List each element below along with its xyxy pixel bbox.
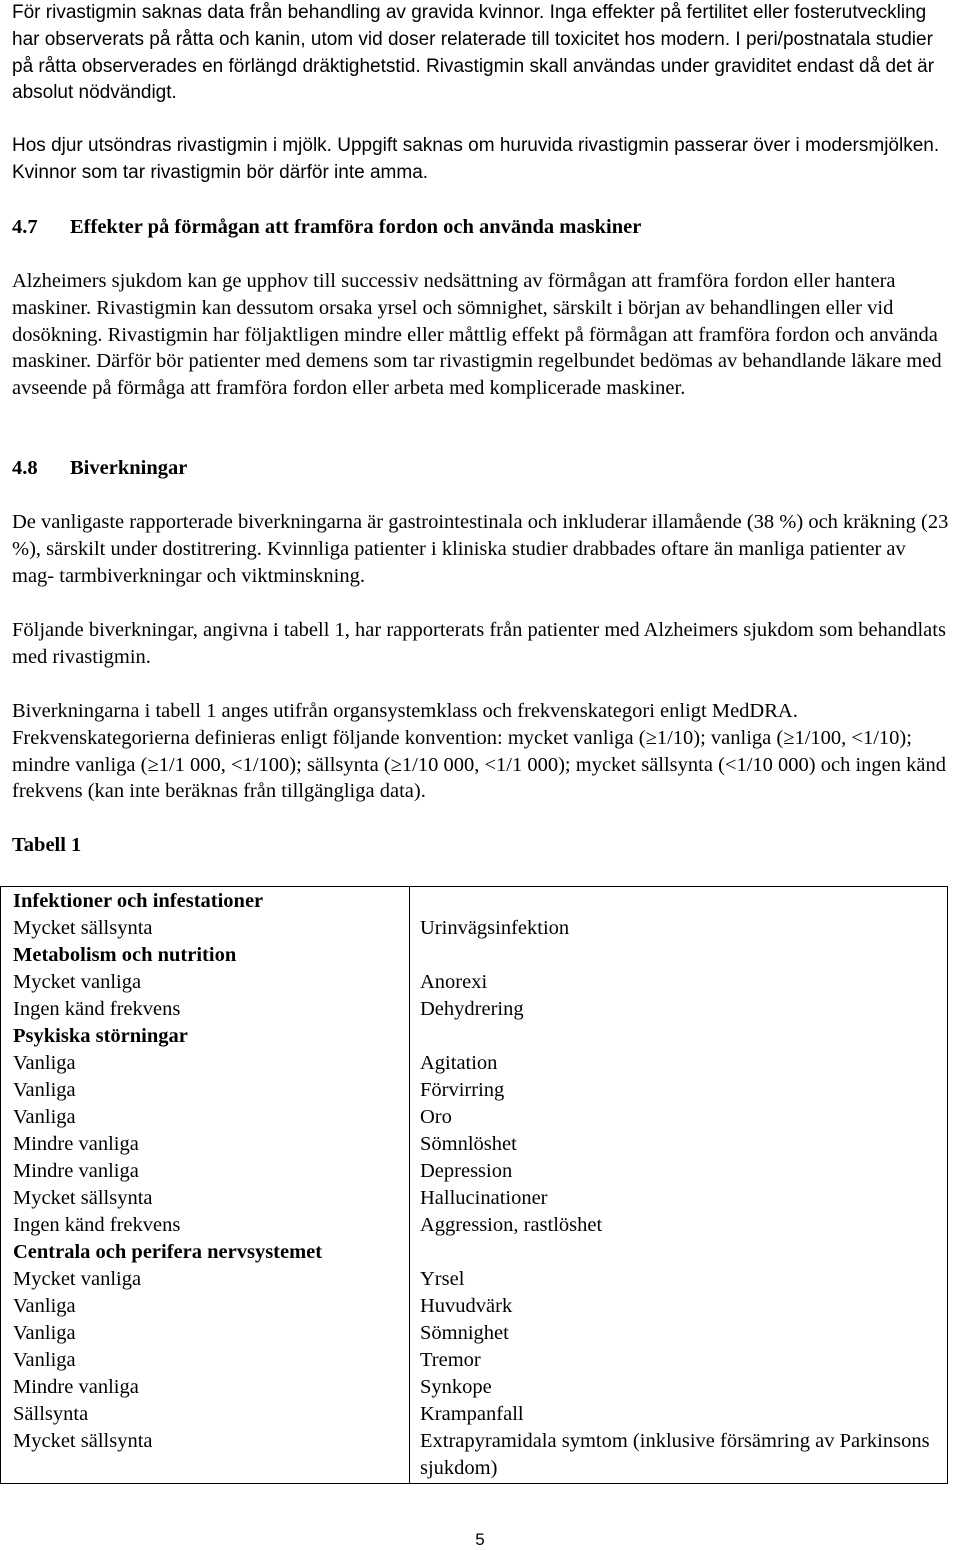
adverse-effect-cell: Dehydrering <box>420 998 524 1020</box>
effect-column <box>410 887 948 1484</box>
frequency-cell: Vanliga <box>13 1349 76 1371</box>
section-title: Biverkningar <box>70 457 188 479</box>
frequency-cell: Mindre vanliga <box>13 1133 139 1155</box>
adverse-effect-cell: Agitation <box>420 1052 498 1074</box>
table-title: Tabell 1 <box>12 834 82 856</box>
adverse-effect-cell: Krampanfall <box>420 1403 524 1425</box>
adverse-effects-intro-paragraph: De vanligaste rapporterade biverkningarna är gastrointestinala och inkluderar illamående (38 %) och kräkning (23 %), särskilt under dostitrering. Kvinnliga patienter i kliniska studier drabbades oftare än manliga patienter av mag- tarmbiverkningar och viktminskning. <box>12 511 949 587</box>
frequency-cell: Mycket vanliga <box>13 971 142 993</box>
adverse-effect-cell: Sömnlöshet <box>420 1133 517 1155</box>
section-4-8-heading <box>12 455 187 482</box>
pregnancy-paragraph: För rivastigmin saknas data från behandling av gravida kvinnor. Inga effekter på fertilitet eller fosterutveckling har observerats på råtta och kanin, utom vid doser relaterade till toxicitet hos modern. I peri/postnatala studier på råtta observerades en förlängd dräktighetstid. Rivastigmin skall användas under graviditet endast då det är absolut nödvändigt. <box>12 2 935 104</box>
adverse-effect-cell: Extrapyramidala symtom (inklusive försämring av Parkinsons sjukdom) <box>420 1430 930 1479</box>
adverse-effect-cell: Anorexi <box>420 971 488 993</box>
frequency-cell: Mycket sällsynta <box>13 1430 153 1452</box>
frequency-convention-paragraph: Biverkningarna i tabell 1 anges utifrån organsystemklass och frekvenskategori enligt MedDRA. Frekvenskategorierna definieras enligt följande konvention: mycket vanliga (≥1/10); vanliga (≥1/100, <1/10); mindre vanliga (≥1/1 000, <1/100); sällsynta (≥1/10 000, <1/1 000); mycket sällsynta (<1/10 000) och ingen känd frekvens (kan inte beräknas från tillgängliga data). <box>12 700 946 803</box>
driving-paragraph: Alzheimers sjukdom kan ge upphov till successiv nedsättning av förmågan att framföra fordon eller hantera maskiner. Rivastigmin kan dessutom orsaka yrsel och sömnighet, särskilt i början av behandlingen eller vid dosökning. Rivastigmin har följaktligen mindre eller måttlig effekt på förmågan att framföra fordon och använda maskiner. Därför bör patienter med demens som tar rivastigmin regelbundet bedömas av behandlande läkare med avseende på förmåga att framföra fordon eller arbeta med komplicerade maskiner. <box>12 270 942 400</box>
adverse-effect-cell: Tremor <box>420 1349 481 1371</box>
frequency-cell: Mycket sällsynta <box>13 917 153 939</box>
lactation-paragraph: Hos djur utsöndras rivastigmin i mjölk. Uppgift saknas om huruvida rivastigmin passerar över i modersmjölken. Kvinnor som tar rivastigmin bör därför inte amma. <box>12 135 940 183</box>
section-title: Effekter på förmågan att framföra fordon och använda maskiner <box>70 216 642 238</box>
organ-class-heading: Psykiska störningar <box>13 1025 188 1047</box>
adverse-effect-cell: Yrsel <box>420 1268 465 1290</box>
frequency-cell: Mycket vanliga <box>13 1268 142 1290</box>
page-number: 5 <box>475 1530 485 1549</box>
frequency-cell: Mindre vanliga <box>13 1160 139 1182</box>
organ-class-heading: Centrala och perifera nervsystemet <box>13 1241 323 1263</box>
adverse-effect-cell: Hallucinationer <box>420 1187 548 1209</box>
adverse-effect-cell: Sömnighet <box>420 1322 509 1344</box>
frequency-cell: Ingen känd frekvens <box>13 998 181 1020</box>
frequency-cell: Vanliga <box>13 1322 76 1344</box>
section-number: 4.7 <box>12 216 38 238</box>
adverse-effect-cell: Depression <box>420 1160 513 1182</box>
frequency-cell: Vanliga <box>13 1052 76 1074</box>
section-number: 4.8 <box>12 457 38 479</box>
section-4-7-heading <box>12 214 641 241</box>
adverse-effect-cell: Förvirring <box>420 1079 505 1101</box>
organ-class-spacer <box>420 942 947 969</box>
adverse-effect-cell: Oro <box>420 1106 452 1128</box>
adverse-effect-cell: Huvudvärk <box>420 1295 513 1317</box>
frequency-cell: Vanliga <box>13 1079 76 1101</box>
frequency-cell: Mindre vanliga <box>13 1376 139 1398</box>
frequency-column <box>1 887 410 1484</box>
adverse-effect-cell: Aggression, rastlöshet <box>420 1214 603 1236</box>
table-reference-paragraph: Följande biverkningar, angivna i tabell 1, har rapporterats från patienter med Alzheimers sjukdom som behandlats med rivastigmin. <box>12 619 946 668</box>
organ-class-spacer <box>420 1023 947 1050</box>
table-row <box>1 887 948 1484</box>
frequency-cell: Sällsynta <box>13 1403 89 1425</box>
organ-class-spacer <box>420 1239 947 1266</box>
adverse-reactions-table <box>0 886 948 1484</box>
frequency-cell: Ingen känd frekvens <box>13 1214 181 1236</box>
frequency-cell: Vanliga <box>13 1295 76 1317</box>
organ-class-spacer <box>420 888 947 915</box>
frequency-cell: Mycket sällsynta <box>13 1187 153 1209</box>
adverse-effect-cell: Synkope <box>420 1376 492 1398</box>
adverse-effect-cell: Urinvägsinfektion <box>420 917 570 939</box>
organ-class-heading: Metabolism och nutrition <box>13 944 237 966</box>
organ-class-heading: Infektioner och infestationer <box>13 890 264 912</box>
frequency-cell: Vanliga <box>13 1106 76 1128</box>
